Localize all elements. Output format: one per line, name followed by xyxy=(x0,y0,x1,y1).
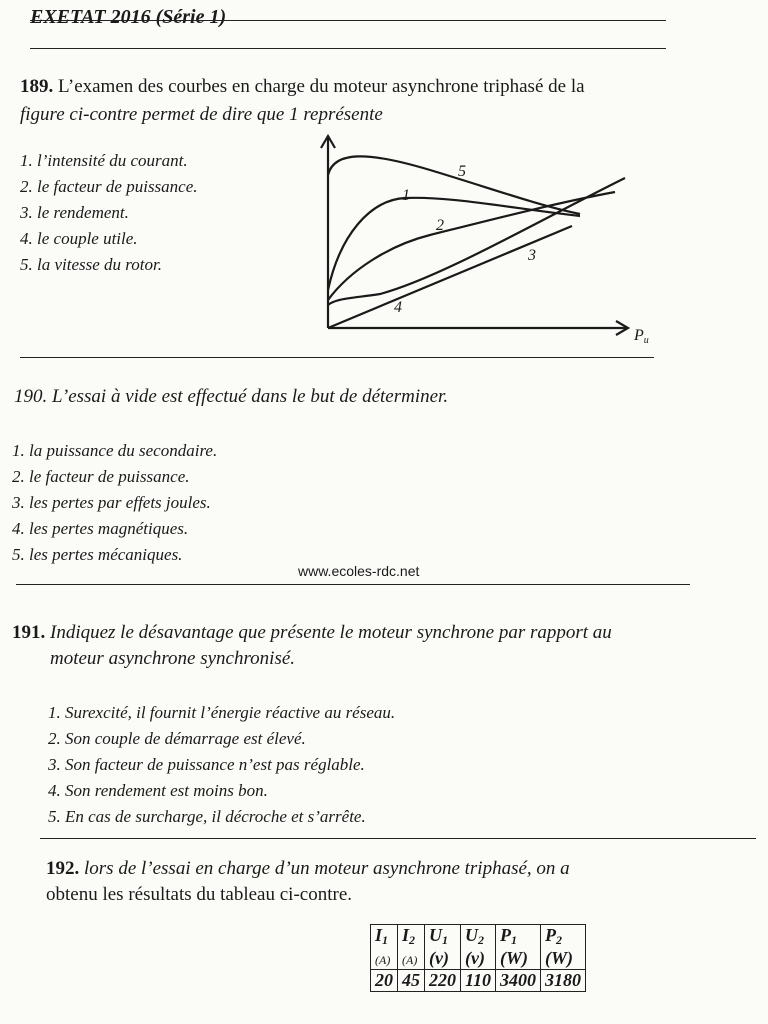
question-191-line1 xyxy=(12,622,612,644)
curve-label-5: 5 xyxy=(458,163,466,180)
x-axis-label: Pu xyxy=(634,327,649,346)
table-header-cell: $I_2$ (A) xyxy=(398,925,425,970)
option: 2. le facteur de puissance. xyxy=(12,467,190,486)
header-rule-bottom xyxy=(30,48,666,49)
option: 2. le facteur de puissance. xyxy=(20,177,198,196)
option: 4. le couple utile. xyxy=(20,229,138,248)
question-191-options xyxy=(48,700,395,830)
option: 3. le rendement. xyxy=(20,203,129,222)
question-191-line2: moteur asynchrone synchronisé. xyxy=(50,648,296,669)
curve-label-4: 4 xyxy=(394,299,402,316)
question-189-line1 xyxy=(20,76,585,98)
curve-4 xyxy=(328,178,625,305)
option: 4. les pertes magnétiques. xyxy=(12,519,189,538)
table-cell: 20 xyxy=(371,970,398,992)
question-189-line2: figure ci-contre permet de dire que 1 représente xyxy=(20,104,383,125)
section-rule-191 xyxy=(40,838,756,839)
option: 3. les pertes par effets joules. xyxy=(12,493,211,512)
option: 1. Surexcité, il fournit l’énergie réactive au réseau. xyxy=(48,703,396,722)
option: 4. Son rendement est moins bon. xyxy=(48,781,268,800)
question-189-options xyxy=(20,148,198,278)
question-number: 189. xyxy=(20,76,54,97)
curve-label-2: 2 xyxy=(436,217,444,234)
option: 1. la puissance du secondaire. xyxy=(12,441,218,460)
table-header-cell: $U_2$ (v) xyxy=(461,925,496,970)
section-rule-190 xyxy=(16,584,690,585)
option: 5. En cas de surcharge, il décroche et s’arrête. xyxy=(48,807,366,826)
table-cell: 45 xyxy=(398,970,425,992)
table-header-cell: $P_2$ (W) xyxy=(541,925,586,970)
table-header-cell: $P_1$ (W) xyxy=(496,925,541,970)
curve-label-1: 1 xyxy=(402,187,410,204)
table-header-cell: $U_1$ (v) xyxy=(425,925,461,970)
option: 3. Son facteur de puissance n’est pas réglable. xyxy=(48,755,365,774)
results-table xyxy=(370,924,586,992)
table-cell: 3180 xyxy=(541,970,586,992)
table-header-row xyxy=(371,925,586,970)
question-190 xyxy=(14,386,448,408)
table-header-cell: $I_1$ (A) xyxy=(371,925,398,970)
watermark-url: www.ecoles-rdc.net xyxy=(298,563,420,579)
option: 5. la vitesse du rotor. xyxy=(20,255,162,274)
load-curves-figure xyxy=(310,130,670,355)
question-number: 192. xyxy=(46,858,80,879)
curve-2 xyxy=(328,192,615,300)
question-192-line2: obtenu les résultats du tableau ci-contre. xyxy=(46,884,353,905)
question-190-options xyxy=(12,438,217,568)
table-cell: 3400 xyxy=(496,970,541,992)
option: 2. Son couple de démarrage est élevé. xyxy=(48,729,306,748)
question-number: 191. xyxy=(12,622,46,643)
option: 5. les pertes mécaniques. xyxy=(12,545,183,564)
table-row xyxy=(371,970,586,992)
question-text: lors de l’essai en charge d’un moteur asynchrone triphasé, on a xyxy=(84,858,570,879)
question-text: L’examen des courbes en charge du moteur asynchrone triphasé de la xyxy=(58,76,585,97)
page-header: EXETAT 2016 (Série 1) xyxy=(30,6,227,28)
table-cell: 220 xyxy=(425,970,461,992)
curve-5 xyxy=(328,156,580,214)
table-cell: 110 xyxy=(461,970,496,992)
header-rule-top xyxy=(30,20,666,21)
section-rule-189 xyxy=(20,357,654,358)
question-192-line1 xyxy=(46,858,570,880)
curve-label-3: 3 xyxy=(528,247,536,264)
question-number: 190. xyxy=(14,386,48,407)
option: 1. l’intensité du courant. xyxy=(20,151,188,170)
curve-3 xyxy=(328,226,572,328)
question-text: Indiquez le désavantage que présente le moteur synchrone par rapport au xyxy=(50,622,612,643)
question-text: L’essai à vide est effectué dans le but de déterminer. xyxy=(52,386,449,407)
